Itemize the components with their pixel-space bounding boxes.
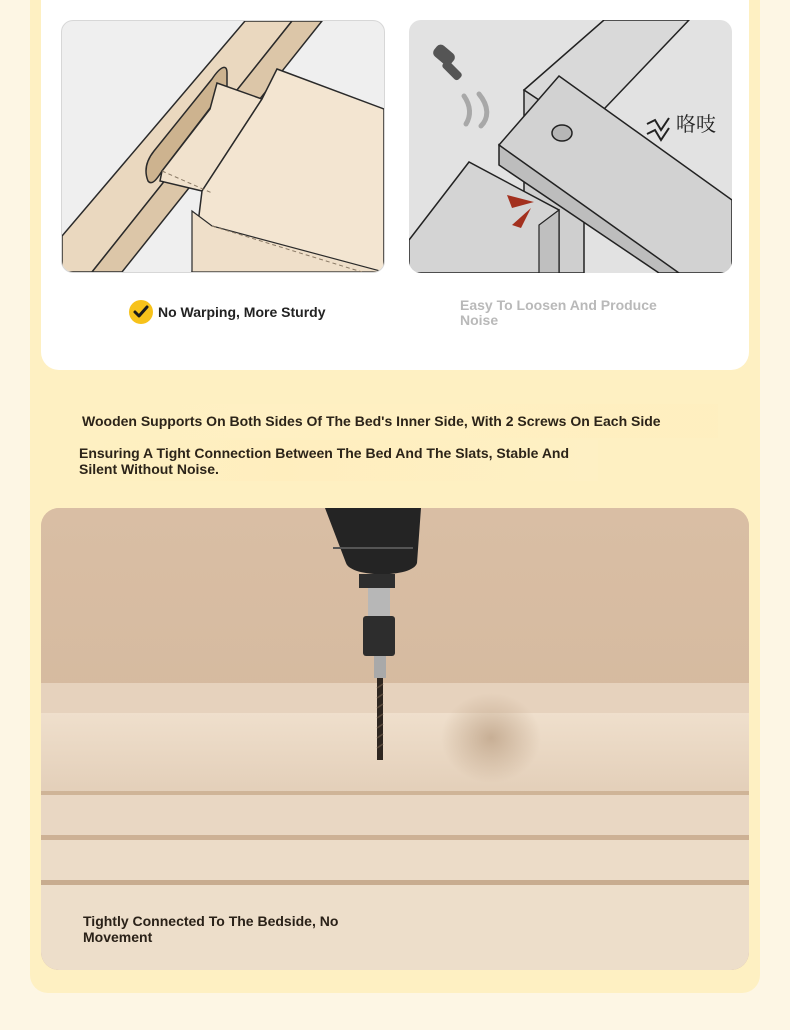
- drill-photo: [41, 508, 749, 970]
- sound-wave-icon: [464, 94, 487, 126]
- hammer-icon: [431, 43, 463, 82]
- support-text-1: Wooden Supports On Both Sides Of The Bed's Inner Side, With 2 Screws On Each Side: [82, 413, 661, 429]
- good-caption: [129, 300, 325, 324]
- good-caption-text: No Warping, More Sturdy: [158, 304, 326, 320]
- bad-caption: Easy To Loosen And Produce Noise: [460, 297, 657, 328]
- metal-joint-illustration: [409, 20, 732, 273]
- check-icon: [129, 300, 153, 324]
- support-description-line-1: [72, 404, 718, 438]
- support-text-2: Ensuring A Tight Connection Between The Bed And The Slats, Stable And Silent Without Noise.: [79, 445, 570, 477]
- noise-squiggle-icon: [647, 118, 669, 130]
- noise-label: 咯吱: [676, 112, 716, 136]
- support-description-line-2: [72, 440, 598, 481]
- photo-caption: Tightly Connected To The Bedside, No Movement: [83, 913, 339, 945]
- wooden-joint-illustration: [61, 20, 385, 273]
